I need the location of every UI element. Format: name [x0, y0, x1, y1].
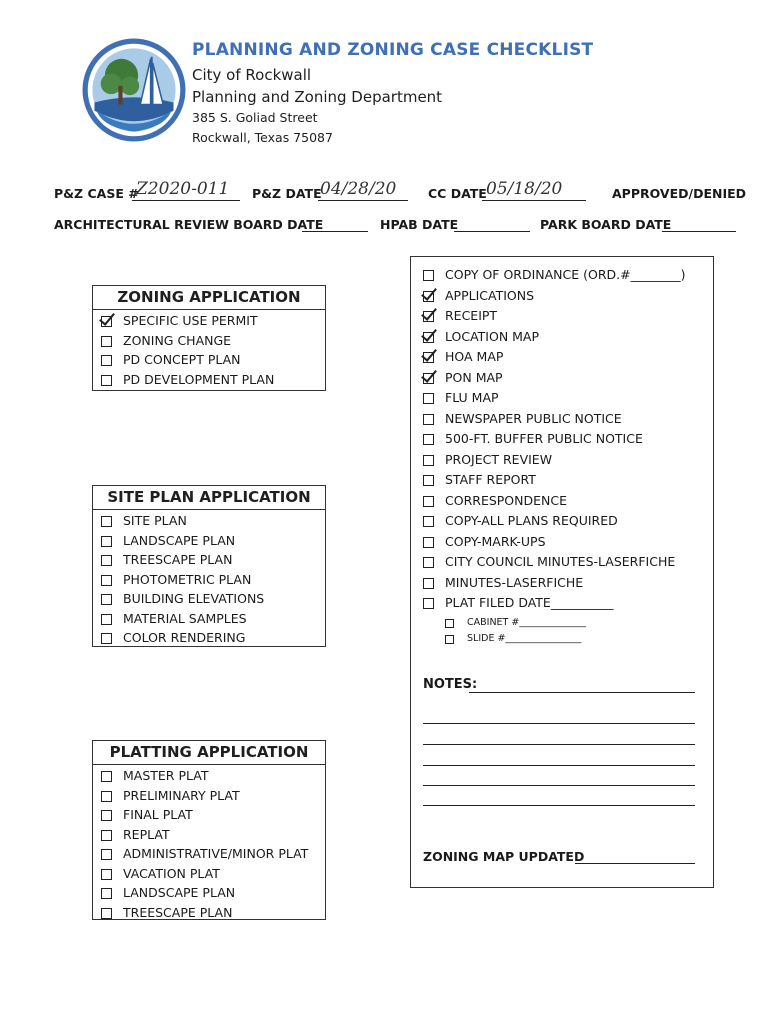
zoning-map-updated-line[interactable]: [575, 863, 695, 864]
checkbox[interactable]: [423, 311, 434, 322]
checkbox[interactable]: [101, 575, 112, 586]
checkbox[interactable]: [101, 830, 112, 841]
notes-line[interactable]: [423, 765, 695, 766]
pz-date-label: P&Z DATE: [252, 186, 322, 201]
hpab-date-label: HPAB DATE: [380, 217, 459, 232]
checkbox[interactable]: [423, 496, 434, 507]
checkbox[interactable]: [423, 557, 434, 568]
checkbox[interactable]: [423, 434, 434, 445]
city-name: City of Rockwall: [192, 66, 312, 84]
hpab-date-line[interactable]: [454, 217, 530, 232]
city-state-zip: Rockwall, Texas 75087: [192, 130, 333, 145]
site-plan-application-title: SITE PLAN APPLICATION: [107, 488, 311, 506]
checkbox[interactable]: [101, 355, 112, 366]
notes-line[interactable]: [423, 805, 695, 806]
arb-date-line[interactable]: [302, 217, 368, 232]
notes-label: NOTES:: [423, 677, 478, 692]
street-address: 385 S. Goliad Street: [192, 110, 318, 125]
department-name: Planning and Zoning Department: [192, 88, 443, 106]
notes-line[interactable]: [469, 692, 695, 693]
checkbox[interactable]: [423, 373, 434, 384]
checkbox[interactable]: [101, 516, 112, 527]
platting-application-title: PLATTING APPLICATION: [109, 743, 309, 761]
pz-case-label: P&Z CASE #: [54, 186, 139, 201]
checkbox[interactable]: [423, 352, 434, 363]
zoning-application-title: ZONING APPLICATION: [117, 288, 301, 306]
notes-line[interactable]: [423, 744, 695, 745]
cc-date-value[interactable]: 05/18/20: [486, 179, 563, 199]
checkbox[interactable]: [445, 635, 454, 644]
checkbox[interactable]: [101, 888, 112, 899]
cc-date-label: CC DATE: [428, 186, 487, 201]
checkbox[interactable]: [423, 516, 434, 527]
site-plan-application-box: SITE PLAN APPLICATION SITE PLAN LANDSCAPE PLAN TREESCAPE PLAN PHOTOMETRIC PLAN BUILDING ELEVATIONS MATERIAL SAMPLES COLOR RENDERING: [92, 485, 326, 647]
arb-date-label: ARCHITECTURAL REVIEW BOARD DATE: [54, 217, 324, 232]
checkbox[interactable]: [423, 578, 434, 589]
checkbox[interactable]: [101, 908, 112, 919]
checkbox[interactable]: [101, 316, 112, 327]
page-title: PLANNING AND ZONING CASE CHECKLIST: [192, 40, 594, 60]
checkbox[interactable]: [423, 414, 434, 425]
zoning-application-box: ZONING APPLICATION SPECIFIC USE PERMIT ZONING CHANGE PD CONCEPT PLAN PD DEVELOPMENT PLAN: [92, 285, 326, 391]
checkbox[interactable]: [423, 475, 434, 486]
approved-denied[interactable]: APPROVED/DENIED: [612, 186, 747, 201]
checkbox[interactable]: [101, 869, 112, 880]
notes-line[interactable]: [423, 785, 695, 786]
checkbox[interactable]: [423, 598, 434, 609]
checkbox[interactable]: [101, 375, 112, 386]
checkbox[interactable]: [101, 336, 112, 347]
checkbox[interactable]: [101, 594, 112, 605]
checkbox[interactable]: [101, 614, 112, 625]
checkbox[interactable]: [423, 537, 434, 548]
checklist-box: COPY OF ORDINANCE (ORD.#________) APPLICATIONS RECEIPT LOCATION MAP HOA MAP PON MAP FLU MAP NEWSPAPER PUBLIC NOTICE 500-FT. BUFFER PUBLIC NOTICE PROJECT REVIEW STAFF REPORT CORRESPONDENCE COPY-ALL PLANS REQUIRED COPY-MARK-UPS CITY COUNCIL MINUTES-LASERFICHE MINUTES-LASERFICHE PLAT FILED DATE__________ CABINET #______________ SLIDE #________________ NOTES: ZONING MAP UPDATED: [410, 256, 714, 888]
checkbox[interactable]: [423, 270, 434, 281]
checkbox[interactable]: [423, 291, 434, 302]
park-board-date-label: PARK BOARD DATE: [540, 217, 672, 232]
checkbox[interactable]: [423, 455, 434, 466]
platting-application-box: PLATTING APPLICATION MASTER PLAT PRELIMINARY PLAT FINAL PLAT REPLAT ADMINISTRATIVE/MINOR PLAT VACATION PLAT LANDSCAPE PLAN TREESCAPE PLAN: [92, 740, 326, 920]
zoning-map-updated-label: ZONING MAP UPDATED: [423, 849, 585, 864]
checkbox[interactable]: [101, 791, 112, 802]
pz-case-value[interactable]: Z2020-011: [136, 179, 230, 199]
checkbox[interactable]: [101, 555, 112, 566]
checkbox[interactable]: [101, 536, 112, 547]
pz-date-value[interactable]: 04/28/20: [320, 179, 397, 199]
park-board-date-line[interactable]: [662, 217, 736, 232]
checkbox[interactable]: [101, 633, 112, 644]
notes-line[interactable]: [423, 723, 695, 724]
checkbox[interactable]: [445, 619, 454, 628]
checkbox[interactable]: [423, 332, 434, 343]
city-seal-logo: [82, 38, 186, 142]
checkbox[interactable]: [423, 393, 434, 404]
checkbox[interactable]: [101, 810, 112, 821]
checkbox[interactable]: [101, 849, 112, 860]
checkbox[interactable]: [101, 771, 112, 782]
